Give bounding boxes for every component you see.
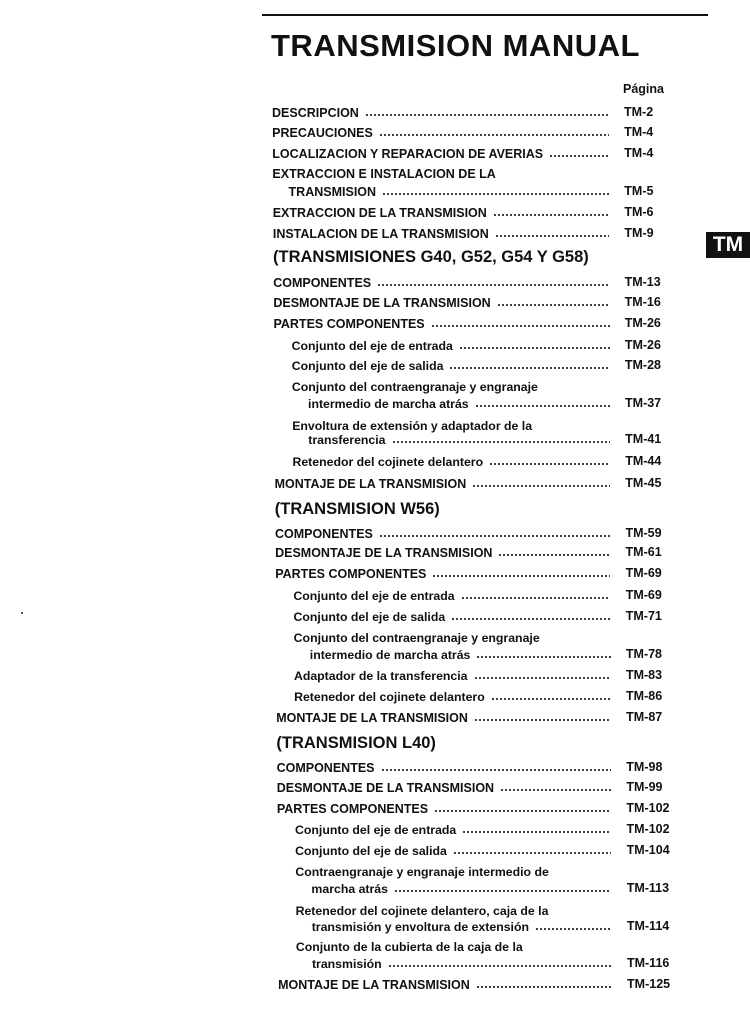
toc-page-number: TM-9 (624, 226, 654, 240)
toc-entry[interactable] (292, 453, 614, 469)
dot-leader (493, 213, 609, 217)
toc-page-number: TM-69 (625, 566, 662, 580)
toc-entry-label: Retenedor del cojinete delantero, caja de la (295, 904, 549, 918)
toc-entry[interactable] (277, 759, 615, 775)
dot-leader (432, 574, 610, 578)
dot-leader (462, 830, 611, 834)
dot-leader (491, 697, 611, 701)
dot-leader (392, 440, 610, 444)
dot-leader (379, 133, 609, 137)
toc-page-number: TM-114 (626, 919, 670, 933)
toc-page-number: TM-78 (625, 647, 663, 661)
dot-leader (472, 484, 610, 488)
dot-leader (497, 303, 610, 307)
toc-entry-label: LOCALIZACION Y REPARACION DE AVERIAS (272, 147, 544, 161)
dot-leader (475, 404, 610, 408)
dot-leader (388, 964, 612, 968)
toc-entry-label: intermedio de marcha atrás (309, 648, 471, 662)
toc-entry-label: DESMONTAJE DE LA TRANSMISION (273, 296, 491, 310)
toc-entry[interactable] (292, 378, 538, 394)
toc-entry[interactable] (311, 880, 615, 896)
toc-page-number: TM-26 (624, 316, 661, 330)
dot-leader (451, 617, 610, 621)
toc-entry-label: DESCRIPCION (272, 106, 359, 120)
toc-page-number: TM-83 (625, 668, 663, 682)
toc-page-number: TM-102 (626, 801, 670, 815)
toc-entry-label: INSTALACION DE LA TRANSMISION (272, 227, 489, 241)
toc-entry-label: Retenedor del cojinete delantero (294, 690, 485, 704)
toc-entry[interactable] (273, 274, 613, 290)
section-heading: (TRANSMISION W56) (274, 500, 440, 518)
toc-entry[interactable] (278, 976, 615, 992)
dot-leader (476, 985, 612, 989)
toc-entry[interactable] (294, 688, 615, 704)
toc-page-number: TM-26 (624, 338, 661, 352)
toc-page-number: TM-2 (624, 105, 654, 119)
toc-entry-label: Retenedor del cojinete delantero (292, 455, 484, 469)
dot-leader (382, 192, 609, 196)
toc-entry-label: MONTAJE DE LA TRANSMISION (276, 711, 468, 725)
toc-entry-label: Conjunto del eje de salida (293, 610, 446, 624)
toc-entry-label: Envoltura de extensión y adaptador de la (292, 419, 533, 433)
toc-entry[interactable] (308, 395, 614, 411)
toc-entry[interactable] (296, 938, 523, 954)
toc-page-number: TM-87 (626, 710, 663, 724)
toc-page-number: TM-61 (625, 545, 662, 559)
toc-page-number: TM-28 (624, 358, 661, 372)
toc-page-number: TM-102 (626, 822, 670, 836)
toc-entry-label: DESMONTAJE DE LA TRANSMISION (275, 546, 493, 560)
toc-page-number: TM-41 (625, 432, 662, 446)
page-column-label: Página (623, 82, 664, 96)
toc-entry-label: Conjunto del eje de salida (295, 844, 447, 858)
toc-page-number: TM-113 (626, 881, 670, 895)
section-heading: (TRANSMISION L40) (276, 734, 436, 752)
toc-entry[interactable] (292, 337, 614, 353)
top-rule (262, 14, 708, 16)
toc-entry-label: MONTAJE DE LA TRANSMISION (278, 978, 470, 992)
toc-entry-label: PARTES COMPONENTES (275, 567, 427, 581)
toc-entry[interactable] (312, 918, 616, 934)
toc-entry[interactable] (275, 475, 614, 491)
toc-entry[interactable] (292, 357, 614, 373)
dot-leader (535, 927, 611, 931)
toc-page-number: TM-104 (626, 843, 670, 857)
toc-entry-label: marcha atrás (311, 882, 388, 896)
dot-leader (549, 154, 609, 158)
toc-entry[interactable] (273, 294, 613, 310)
toc-page-number: TM-16 (624, 295, 661, 309)
toc-entry[interactable] (294, 629, 540, 645)
toc-page-number: TM-86 (626, 689, 663, 703)
dot-leader (431, 324, 610, 328)
toc-entry[interactable] (295, 842, 615, 858)
dot-leader (377, 283, 609, 287)
toc-entry[interactable] (272, 165, 495, 181)
toc-entry-label: Conjunto del eje de entrada (291, 339, 453, 353)
toc-entry-label: Conjunto del eje de salida (291, 359, 444, 373)
toc-page-number: TM-98 (626, 760, 663, 774)
toc-entry[interactable] (276, 709, 614, 725)
toc-entry[interactable] (294, 667, 615, 683)
toc-page-number: TM-71 (625, 609, 662, 623)
toc-page-number: TM-44 (625, 454, 662, 468)
toc-page-number: TM-69 (625, 588, 662, 602)
toc-page-number: TM-125 (627, 977, 671, 991)
toc-entry-label: EXTRACCION E INSTALACION DE LA (272, 167, 496, 181)
toc-entry[interactable] (289, 183, 614, 199)
dot-leader (449, 366, 609, 370)
toc-page-number: TM-59 (625, 526, 662, 540)
toc-entry-label: PARTES COMPONENTES (276, 802, 429, 816)
dot-leader (453, 851, 611, 855)
toc-entry-label: MONTAJE DE LA TRANSMISION (274, 477, 467, 491)
dot-leader (394, 889, 611, 893)
toc-entry[interactable] (273, 204, 614, 220)
toc-entry-label: Conjunto del contraengranaje y engranaje (293, 631, 540, 645)
dot-leader (474, 676, 611, 680)
dot-leader (495, 234, 610, 238)
toc-page-number: TM-116 (626, 956, 670, 970)
toc-entry-label: DESMONTAJE DE LA TRANSMISION (276, 781, 495, 795)
toc-entry[interactable] (294, 608, 615, 624)
dot-leader (459, 346, 610, 350)
dot-leader (461, 596, 611, 600)
toc-entry-label: COMPONENTES (273, 276, 372, 290)
toc-entry[interactable] (296, 902, 549, 918)
toc-entry-label: transmisión (311, 957, 382, 971)
toc-entry[interactable] (293, 587, 614, 603)
dot-leader (476, 655, 610, 659)
section-heading: (TRANSMISIONES G40, G52, G54 Y G58) (273, 248, 589, 266)
toc-entry[interactable] (272, 145, 613, 161)
toc-entry[interactable] (272, 124, 613, 140)
toc-entry-label: Conjunto del eje de entrada (295, 823, 457, 837)
toc-entry-label: EXTRACCION DE LA TRANSMISION (272, 206, 487, 220)
toc-entry-label: COMPONENTES (276, 761, 375, 775)
toc-entry-label: Conjunto de la cubierta de la caja de la (295, 940, 523, 954)
toc-page-number: TM-4 (624, 146, 654, 160)
toc-entry[interactable] (275, 525, 614, 541)
dot-leader (365, 113, 609, 117)
toc-entry[interactable] (277, 779, 615, 795)
toc-entry-label: COMPONENTES (274, 527, 373, 541)
toc-entry-label: Conjunto del eje de entrada (293, 589, 455, 603)
page-title: TRANSMISION MANUAL (271, 28, 640, 63)
toc-entry[interactable] (308, 431, 614, 447)
toc-entry-label: intermedio de marcha atrás (308, 397, 469, 411)
toc-entry[interactable] (310, 646, 615, 662)
toc-page-number: TM-37 (625, 396, 662, 410)
toc-entry[interactable] (273, 225, 613, 241)
toc-entry-label: transmisión y envoltura de extensión (311, 920, 529, 934)
toc-entry[interactable] (275, 565, 614, 581)
toc-entry[interactable] (295, 863, 549, 879)
dot-leader (381, 768, 611, 772)
toc-entry[interactable] (312, 955, 615, 971)
toc-entry-label: Contraengranaje y engranaje intermedio de (295, 865, 549, 879)
toc-entry-label: Conjunto del contraengranaje y engranaje (291, 380, 538, 394)
dot-leader (434, 809, 611, 813)
dot-leader (379, 534, 610, 538)
toc-page-number: TM-45 (625, 476, 662, 490)
toc-page-number: TM-13 (624, 275, 661, 289)
dot-leader (498, 553, 610, 557)
section-tab: TM (706, 232, 750, 258)
toc-page-number: TM-4 (624, 125, 654, 139)
toc-entry-label: TRANSMISION (288, 185, 377, 199)
toc-entry-label: PRECAUCIONES (272, 126, 373, 140)
toc-entry-label: Adaptador de la transferencia (293, 669, 468, 683)
dot-leader (500, 788, 611, 792)
scan-speck (21, 612, 23, 614)
toc-entry-label: PARTES COMPONENTES (273, 317, 425, 331)
toc-entry[interactable] (277, 800, 615, 816)
toc-entry-label: transferencia (308, 433, 386, 447)
toc-page-number: TM-5 (624, 184, 654, 198)
dot-leader (489, 462, 610, 466)
toc-entry[interactable] (275, 544, 614, 560)
dot-leader (474, 718, 611, 722)
toc-entry[interactable] (295, 821, 615, 837)
toc-entry[interactable] (273, 315, 613, 331)
toc-entry[interactable] (272, 104, 613, 120)
toc-page-number: TM-99 (626, 780, 663, 794)
toc-page-number: TM-6 (624, 205, 654, 219)
